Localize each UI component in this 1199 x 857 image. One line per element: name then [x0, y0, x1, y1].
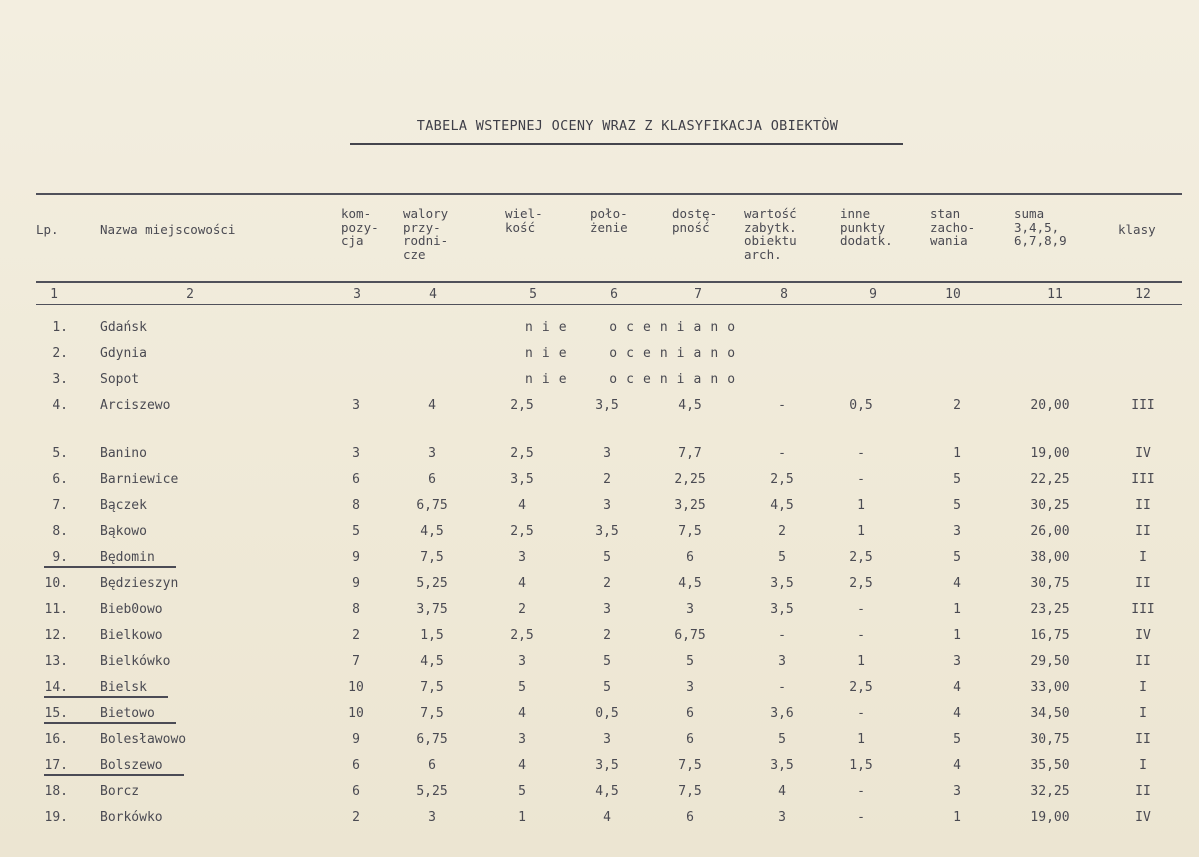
sum-value: 30,75	[1030, 732, 1070, 747]
score-value: 6	[686, 706, 694, 721]
score-value: 5	[603, 550, 611, 565]
score-value: 6	[428, 472, 436, 487]
column-header: Nazwa miejscowości	[100, 222, 236, 237]
class-value: IV	[1135, 446, 1151, 461]
score-value: 5,25	[416, 784, 448, 799]
score-value: 4	[603, 810, 611, 825]
sum-value: 38,00	[1030, 550, 1070, 565]
title-underline	[350, 143, 903, 145]
score-value: -	[778, 628, 786, 643]
class-value: I	[1139, 680, 1147, 695]
score-value: 3,5	[595, 398, 619, 413]
score-value: 2,5	[849, 550, 873, 565]
score-value: 3,25	[674, 498, 706, 513]
score-value: 3,75	[416, 602, 448, 617]
score-value: -	[857, 706, 865, 721]
place-name: Bolesławowo	[100, 732, 187, 747]
score-value: 7,5	[678, 784, 702, 799]
column-header: klasy	[1118, 222, 1156, 237]
score-value: 3	[603, 498, 611, 513]
score-value: -	[778, 446, 786, 461]
score-value: 9	[352, 732, 360, 747]
score-value: 8	[352, 498, 360, 513]
score-value: 4,5	[678, 398, 702, 413]
score-value: 9	[352, 576, 360, 591]
score-value: 3	[428, 810, 436, 825]
score-value: 4	[953, 576, 961, 591]
column-header: suma 3,4,5, 6,7,8,9	[1014, 206, 1067, 248]
score-value: 1	[953, 446, 961, 461]
score-value: 3	[953, 524, 961, 539]
column-number: 9	[869, 287, 877, 302]
score-value: 2,5	[510, 398, 534, 413]
class-value: II	[1135, 732, 1151, 747]
score-value: 2,5	[849, 680, 873, 695]
score-value: 2	[352, 810, 360, 825]
row-number: 10.	[44, 576, 68, 591]
score-value: 0,5	[595, 706, 619, 721]
column-number: 8	[780, 287, 788, 302]
score-value: 4,5	[770, 498, 794, 513]
score-value: 2,5	[770, 472, 794, 487]
not-rated-note: n i e o c e n i a n o	[525, 372, 736, 387]
column-header: inne punkty dodatk.	[840, 206, 893, 248]
score-value: 2	[518, 602, 526, 617]
score-value: 10	[348, 706, 364, 721]
score-value: -	[857, 784, 865, 799]
class-value: III	[1131, 472, 1155, 487]
place-name: Bąkowo	[100, 524, 147, 539]
place-name: Bielkówko	[100, 654, 171, 669]
class-value: I	[1139, 550, 1147, 565]
score-value: 3	[603, 446, 611, 461]
score-value: 5	[953, 732, 961, 747]
score-value: 3	[778, 654, 786, 669]
place-name: Arciszewo	[100, 398, 171, 413]
score-value: 3,5	[595, 758, 619, 773]
column-number: 4	[429, 287, 437, 302]
column-number: 1	[50, 287, 58, 302]
score-value: 2	[953, 398, 961, 413]
score-value: 5	[953, 550, 961, 565]
score-value: 4	[518, 758, 526, 773]
class-value: III	[1131, 602, 1155, 617]
score-value: 2	[603, 628, 611, 643]
class-value: II	[1135, 654, 1151, 669]
row-number: 2.	[52, 346, 68, 361]
sum-value: 35,50	[1030, 758, 1070, 773]
sum-value: 29,50	[1030, 654, 1070, 669]
row-number: 16.	[44, 732, 68, 747]
score-value: 6,75	[416, 498, 448, 513]
score-value: 2,5	[510, 446, 534, 461]
score-value: 6	[352, 784, 360, 799]
score-value: 5	[953, 472, 961, 487]
column-header: kom- pozy- cja	[341, 206, 379, 248]
score-value: 3,5	[770, 758, 794, 773]
score-value: 3	[686, 602, 694, 617]
place-name: Bolszewo	[100, 758, 163, 773]
column-number: 12	[1135, 287, 1151, 302]
column-header: poło- żenie	[590, 206, 628, 235]
class-value: IV	[1135, 810, 1151, 825]
score-value: 5	[518, 680, 526, 695]
place-name: Gdynia	[100, 346, 147, 361]
score-value: 4,5	[420, 654, 444, 669]
place-name: Będzieszyn	[100, 576, 179, 591]
score-value: 4,5	[678, 576, 702, 591]
score-value: 4	[778, 784, 786, 799]
sum-value: 22,25	[1030, 472, 1070, 487]
score-value: 6,75	[416, 732, 448, 747]
score-value: 6	[352, 758, 360, 773]
row-number: 6.	[52, 472, 68, 487]
score-value: -	[857, 602, 865, 617]
highlight-underline	[44, 696, 168, 698]
place-name: Sopot	[100, 372, 140, 387]
row-number: 7.	[52, 498, 68, 513]
score-value: 7,5	[678, 758, 702, 773]
score-value: -	[857, 446, 865, 461]
score-value: 3	[518, 732, 526, 747]
row-number: 9.	[52, 550, 68, 565]
score-value: 2,25	[674, 472, 706, 487]
place-name: Bietowo	[100, 706, 155, 721]
score-value: -	[778, 398, 786, 413]
score-value: 1,5	[420, 628, 444, 643]
score-value: 7,7	[678, 446, 702, 461]
score-value: 1	[857, 654, 865, 669]
score-value: 7,5	[420, 550, 444, 565]
score-value: 6	[686, 550, 694, 565]
score-value: 4,5	[595, 784, 619, 799]
sum-value: 26,00	[1030, 524, 1070, 539]
place-name: Borkówko	[100, 810, 163, 825]
score-value: 4	[953, 680, 961, 695]
sum-value: 30,25	[1030, 498, 1070, 513]
score-value: 4	[953, 706, 961, 721]
column-header: stan zacho- wania	[930, 206, 976, 248]
score-value: 3	[603, 602, 611, 617]
score-value: 2,5	[510, 524, 534, 539]
table-top-rule	[36, 193, 1182, 195]
score-value: 6	[428, 758, 436, 773]
place-name: Bączek	[100, 498, 147, 513]
score-value: 3	[953, 784, 961, 799]
score-value: 6	[352, 472, 360, 487]
score-value: 2	[603, 576, 611, 591]
class-value: II	[1135, 576, 1151, 591]
score-value: 3	[352, 446, 360, 461]
score-value: 1	[953, 602, 961, 617]
sum-value: 20,00	[1030, 398, 1070, 413]
score-value: 1	[857, 498, 865, 513]
place-name: Bielsk	[100, 680, 147, 695]
score-value: 3	[603, 732, 611, 747]
score-value: 5	[603, 680, 611, 695]
row-number: 18.	[44, 784, 68, 799]
class-value: I	[1139, 706, 1147, 721]
score-value: 5	[603, 654, 611, 669]
score-value: -	[857, 472, 865, 487]
column-header: wiel- kość	[505, 206, 543, 235]
score-value: 9	[352, 550, 360, 565]
score-value: -	[857, 810, 865, 825]
place-name: Bieb0owo	[100, 602, 163, 617]
row-number: 14.	[44, 680, 68, 695]
column-number: 2	[186, 287, 194, 302]
score-value: 6	[686, 732, 694, 747]
highlight-underline	[44, 774, 184, 776]
sum-value: 19,00	[1030, 810, 1070, 825]
score-value: 7,5	[420, 706, 444, 721]
score-value: 3	[352, 398, 360, 413]
row-number: 3.	[52, 372, 68, 387]
highlight-underline	[44, 722, 176, 724]
place-name: Będomin	[100, 550, 155, 565]
row-number: 1.	[52, 320, 68, 335]
place-name: Gdańsk	[100, 320, 147, 335]
class-value: III	[1131, 398, 1155, 413]
score-value: 3,5	[770, 576, 794, 591]
score-value: 4,5	[420, 524, 444, 539]
score-value: 1	[857, 524, 865, 539]
score-value: 6	[686, 810, 694, 825]
sum-value: 19,00	[1030, 446, 1070, 461]
score-value: 2	[603, 472, 611, 487]
score-value: 4	[428, 398, 436, 413]
row-number: 4.	[52, 398, 68, 413]
sum-value: 23,25	[1030, 602, 1070, 617]
score-value: 2	[778, 524, 786, 539]
sum-value: 34,50	[1030, 706, 1070, 721]
score-value: 5	[953, 498, 961, 513]
column-header: dostę- pność	[672, 206, 718, 235]
row-number: 5.	[52, 446, 68, 461]
score-value: -	[778, 680, 786, 695]
score-value: 2,5	[510, 628, 534, 643]
score-value: 8	[352, 602, 360, 617]
row-number: 12.	[44, 628, 68, 643]
score-value: 5	[778, 732, 786, 747]
score-value: 4	[518, 706, 526, 721]
row-number: 19.	[44, 810, 68, 825]
score-value: 5	[686, 654, 694, 669]
place-name: Bielkowo	[100, 628, 163, 643]
row-number: 11.	[44, 602, 68, 617]
score-value: 1	[953, 810, 961, 825]
not-rated-note: n i e o c e n i a n o	[525, 320, 736, 335]
score-value: 5,25	[416, 576, 448, 591]
score-value: 10	[348, 680, 364, 695]
sum-value: 16,75	[1030, 628, 1070, 643]
highlight-underline	[44, 566, 176, 568]
score-value: 5	[352, 524, 360, 539]
score-value: 3	[953, 654, 961, 669]
row-number: 13.	[44, 654, 68, 669]
column-number-rule	[36, 304, 1182, 305]
score-value: 7	[352, 654, 360, 669]
score-value: 3	[518, 550, 526, 565]
column-number: 7	[694, 287, 702, 302]
sum-value: 32,25	[1030, 784, 1070, 799]
score-value: 3	[778, 810, 786, 825]
class-value: II	[1135, 784, 1151, 799]
score-value: 1,5	[849, 758, 873, 773]
column-header: Lp.	[36, 222, 59, 237]
score-value: 3	[518, 654, 526, 669]
column-number: 10	[945, 287, 961, 302]
class-value: II	[1135, 498, 1151, 513]
class-value: II	[1135, 524, 1151, 539]
score-value: 7,5	[420, 680, 444, 695]
score-value: 6,75	[674, 628, 706, 643]
sum-value: 33,00	[1030, 680, 1070, 695]
score-value: 1	[953, 628, 961, 643]
score-value: 4	[953, 758, 961, 773]
row-number: 8.	[52, 524, 68, 539]
column-header: wartość zabytk. obiektu arch.	[744, 206, 797, 262]
column-number: 5	[529, 287, 537, 302]
score-value: -	[857, 628, 865, 643]
place-name: Banino	[100, 446, 147, 461]
column-number: 6	[610, 287, 618, 302]
header-bottom-rule	[36, 281, 1182, 283]
not-rated-note: n i e o c e n i a n o	[525, 346, 736, 361]
score-value: 3,5	[510, 472, 534, 487]
place-name: Barniewice	[100, 472, 179, 487]
column-number: 3	[353, 287, 361, 302]
document-title: TABELA WSTEPNEJ OCENY WRAZ Z KLASYFIKACJA OBIEKTÒW	[416, 118, 839, 134]
class-value: I	[1139, 758, 1147, 773]
score-value: 3	[428, 446, 436, 461]
score-value: 5	[518, 784, 526, 799]
score-value: 4	[518, 498, 526, 513]
place-name: Borcz	[100, 784, 140, 799]
score-value: 2	[352, 628, 360, 643]
row-number: 15.	[44, 706, 68, 721]
sum-value: 30,75	[1030, 576, 1070, 591]
column-header: walory przy- rodni- cze	[403, 206, 449, 262]
row-number: 17.	[44, 758, 68, 773]
score-value: 5	[778, 550, 786, 565]
score-value: 2,5	[849, 576, 873, 591]
column-number: 11	[1047, 287, 1063, 302]
score-value: 3	[686, 680, 694, 695]
class-value: IV	[1135, 628, 1151, 643]
score-value: 7,5	[678, 524, 702, 539]
score-value: 1	[518, 810, 526, 825]
score-value: 3,5	[770, 602, 794, 617]
score-value: 0,5	[849, 398, 873, 413]
score-value: 3,5	[595, 524, 619, 539]
score-value: 4	[518, 576, 526, 591]
score-value: 1	[857, 732, 865, 747]
score-value: 3,6	[770, 706, 794, 721]
